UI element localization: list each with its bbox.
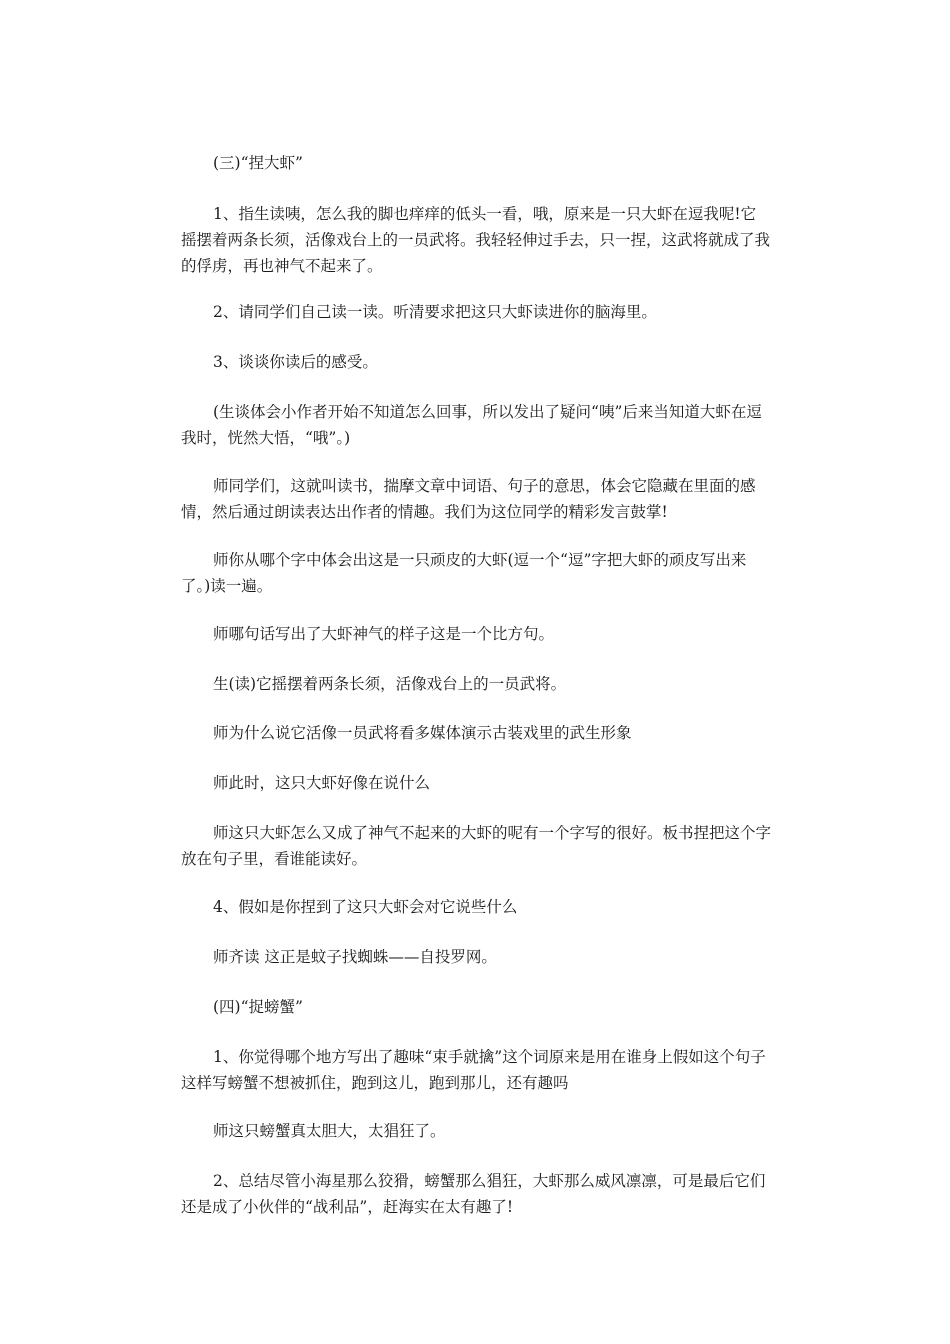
paragraph-crab-bold: 师这只螃蟹真太胆大，太猖狂了。 [213, 1122, 446, 1140]
paragraph-pinch-word: 师这只大虾怎么又成了神气不起来的大虾的呢有一个字写的很好。板书捏把这个字放在句子里，看谁能读好。 [181, 824, 772, 868]
section-heading-catch-crab: (四)“捉螃蟹” [213, 998, 303, 1016]
paragraph-metaphor: 师哪句话写出了大虾神气的样子这是一个比方句。 [213, 625, 555, 643]
paragraph-feelings: 3、谈谈你读后的感受。 [213, 353, 378, 371]
paragraph-read-instruction: 2、请同学们自己读一读。听清要求把这只大虾读进你的脑海里。 [213, 303, 657, 321]
paragraph-read-together: 师齐读 这正是蚊子找蜘蛛——自投罗网。 [213, 948, 497, 966]
paragraph-what-to-say: 4、假如是你捏到了这只大虾会对它说些什么 [213, 898, 518, 916]
paragraph-general-image: 师为什么说它活像一员武将看多媒体演示古装戏里的武生形象 [213, 724, 632, 742]
section-heading-catch-shrimp: (三)“捏大虾” [213, 154, 303, 172]
paragraph-naughty-shrimp: 师你从哪个字中体会出这是一只顽皮的大虾(逗一个“逗”字把大虾的顽皮写出来了。)读一遍。 [181, 551, 747, 595]
paragraph-teacher-praise: 师同学们，这就叫读书，揣摩文章中词语、句子的意思，体会它隐藏在里面的感情，然后通过朗读表达出作者的情趣。我们为这位同学的精彩发言鼓掌! [181, 477, 756, 521]
paragraph-crab-fun: 1、你觉得哪个地方写出了趣味“束手就擒”这个词原来是用在谁身上假如这个句子这样写螃蟹不想被抓住，跑到这儿，跑到那儿，还有趣吗 [181, 1048, 766, 1092]
paragraph-shrimp-says: 师此时，这只大虾好像在说什么 [213, 774, 431, 792]
paragraph-student-response: (生谈体会小作者开始不知道怎么回事，所以发出了疑问“咦”后来当知道大虾在逗我时，恍然大悟，“哦”。) [181, 403, 762, 447]
paragraph-summary: 2、总结尽管小海星那么狡猾，螃蟹那么猖狂，大虾那么威风凛凛，可是最后它们还是成了小伙伴的“战利品”，赶海实在太有趣了! [181, 1172, 766, 1216]
paragraph-student-reads: 生(读)它摇摆着两条长须，活像戏台上的一员武将。 [213, 675, 567, 693]
paragraph-shrimp-text: 1、指生读咦，怎么我的脚也痒痒的低头一看，哦，原来是一只大虾在逗我呢!它摇摆着两条长须，活像戏台上的一员武将。我轻轻伸过手去，只一捏，这武将就成了我的俘虏，再也神气不起来了。 [181, 205, 771, 275]
